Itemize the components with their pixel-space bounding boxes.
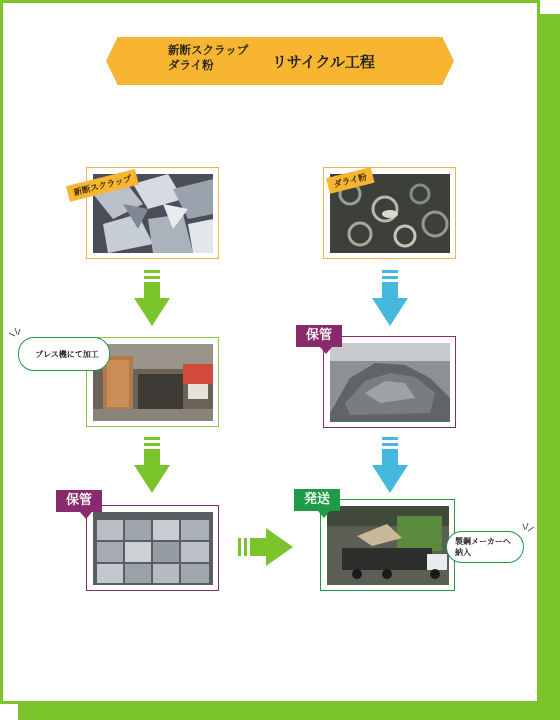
label-storage-left: 保管 <box>56 490 102 512</box>
banner-subtitle-line2: ダライ粉 <box>168 58 214 72</box>
photo-bale-storage <box>86 505 219 591</box>
tag-turnings: ダライ粉 <box>326 167 374 194</box>
bubble-press-processing <box>18 337 110 371</box>
banner-title: リサイクル工程 <box>272 53 375 71</box>
bubble-press-text: プレス機にて加工 <box>35 349 99 359</box>
bubble-delivery-line2: 納入 <box>455 548 471 557</box>
arrow-down-green-2 <box>132 437 172 497</box>
spark-icon-right <box>520 520 538 538</box>
bubble-delivery <box>446 531 524 563</box>
photo-turnings-storage <box>323 336 456 428</box>
arrow-down-blue-1 <box>370 270 410 330</box>
tag-new-scrap: 新断スクラップ <box>66 169 139 202</box>
label-storage-right: 保管 <box>296 325 342 347</box>
banner-subtitle-line1: 新断スクラップ <box>168 43 249 57</box>
press-machine-image <box>93 344 213 421</box>
banner-subtitle <box>168 43 248 73</box>
bubble-delivery-text <box>455 536 511 558</box>
turnings-pile-image <box>330 343 450 422</box>
photo-shipping <box>320 499 455 591</box>
truck-loading-image <box>327 506 449 585</box>
arrow-down-green-1 <box>132 270 172 330</box>
label-shipping: 発送 <box>294 489 340 511</box>
arrow-down-blue-2 <box>370 437 410 497</box>
spark-icon-left <box>6 325 24 343</box>
arrow-right-green <box>238 528 294 566</box>
bubble-delivery-line1: 製鋼メーカーへ <box>455 537 511 546</box>
bales-image <box>93 512 213 585</box>
